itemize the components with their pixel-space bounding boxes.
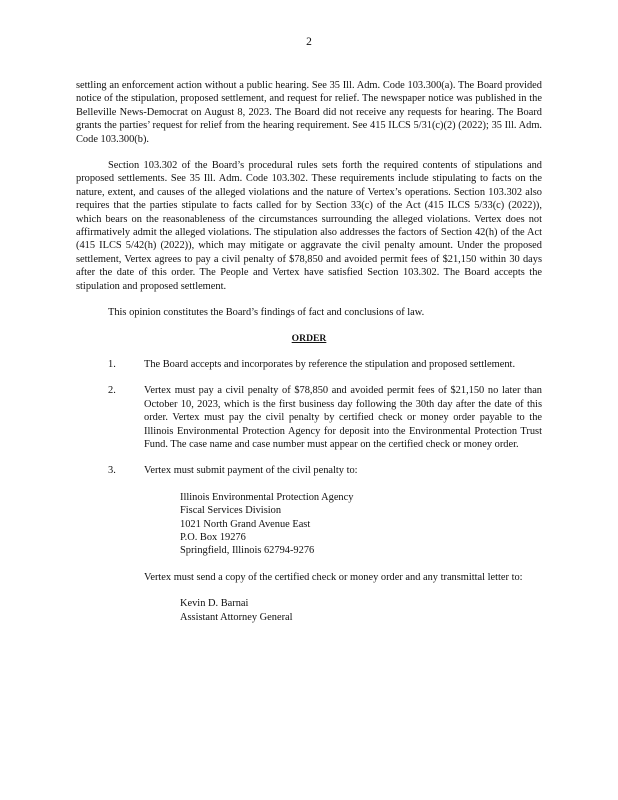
address-line: 1021 North Grand Avenue East bbox=[180, 518, 311, 530]
order-item-text: The Board accepts and incorporates by reference the stipulation and proposed settlement. bbox=[144, 358, 516, 370]
order-item-1 bbox=[76, 358, 542, 371]
order-item-number: 1. bbox=[108, 358, 116, 370]
order-item-number: 3. bbox=[108, 465, 116, 477]
paragraph-hearing: settling an enforcement action without a public hearing. See 35 Ill. Adm. Code 103.300(a). The Board provided notice of the stipulation, proposed settlement, and request for relief. The newspaper notice was published in the Belleville News-Democrat on August 8, 2023. The Board did not receive any requests for hearing. The Board grants the parties’ request for relief from the hearing requirement. See 415 ILCS 5/31(c)(2) (2022); 35 Ill. Adm. Code 103.300(b). bbox=[76, 80, 542, 145]
order-item-text: Vertex must submit payment of the civil penalty to: bbox=[144, 465, 358, 477]
payment-address bbox=[180, 491, 542, 558]
order-item-3 bbox=[76, 464, 542, 624]
addressee bbox=[180, 597, 542, 624]
addressee-title: Assistant Attorney General bbox=[180, 611, 293, 623]
order-item-2 bbox=[76, 384, 542, 451]
document-body bbox=[76, 79, 542, 624]
paragraph-findings: This opinion constitutes the Board’s findings of fact and conclusions of law. bbox=[108, 307, 425, 319]
address-line: Springfield, Illinois 62794-9276 bbox=[180, 545, 315, 557]
page-number: 2 bbox=[306, 36, 312, 48]
transmittal-instruction: Vertex must send a copy of the certified check or money order and any transmittal letter to: bbox=[144, 571, 523, 583]
order-heading: ORDER bbox=[291, 332, 327, 344]
addressee-name: Kevin D. Barnai bbox=[180, 598, 249, 610]
order-item-number: 2. bbox=[108, 385, 116, 397]
address-line: Fiscal Services Division bbox=[180, 505, 282, 517]
paragraph-section-103-302: Section 103.302 of the Board’s procedural rules sets forth the required contents of stipulations and proposed settlements. See 35 Ill. Adm. Code 103.302. These requirements include stipulating to facts on the nature, extent, and causes of the alleged violations and the nature of Vertex’s operations. Section 103.302 also requires that the parties stipulate to facts called for by Section 33(c) of the Act (415 ILCS 5/33(c) (2022)), which bears on the reasonableness of the circumstances surrounding the alleged violations. Vertex does not affirmatively admit the alleged violations. The stipulation also addresses the factors of Section 42(h) of the Act (415 ILCS 5/42(h) (2022)), which may mitigate or aggravate the civil penalty amount. Under the proposed settlement, Vertex agrees to pay a civil penalty of $78,850 and avoided permit fees of $21,150 within 30 days after the date of this order. The People and Vertex have satisfied Section 103.302. The Board accepts the stipulation and proposed settlement. bbox=[76, 160, 542, 292]
order-item-text: Vertex must pay a civil penalty of $78,850 and avoided permit fees of $21,150 no later than October 10, 2023, which is the first business day following the 30th day after the date of this order. Vertex must pay the civil penalty by certified check or money order payable to the Illinois Environmental Protection Agency for deposit into the Environmental Protection Trust Fund. The case name and case number must appear on the certified check or money order. bbox=[144, 385, 542, 450]
address-line: Illinois Environmental Protection Agency bbox=[180, 491, 354, 503]
address-line: P.O. Box 19276 bbox=[180, 531, 246, 543]
